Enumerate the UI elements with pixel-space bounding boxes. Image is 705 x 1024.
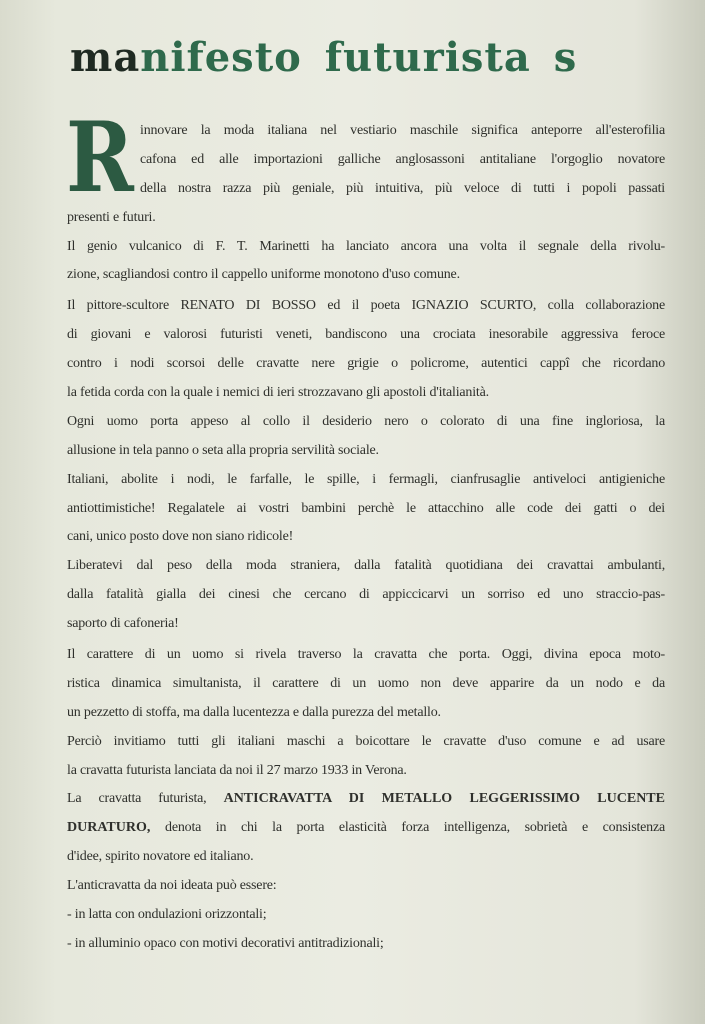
text-line: L'anticravatta da noi ideata può essere:	[67, 878, 277, 894]
text-line: ristica dinamica simultanista, il carattere di un uomo non deve apparire da un nodo e da	[67, 675, 665, 691]
text-line: saporto di cafoneria!	[67, 616, 179, 632]
text-line: Il pittore-scultore RENATO DI BOSSO ed il poeta IGNAZIO SCURTO, colla collaborazione	[67, 298, 665, 314]
manifesto-title	[70, 34, 700, 81]
text-line: dalla fatalità gialla dei cinesi che cercano di appiccicarvi un sorriso ed uno straccio-pas-	[67, 587, 665, 603]
title-rest: nifesto futurista s	[140, 34, 578, 81]
text-line: presenti e futuri.	[67, 209, 156, 225]
text-line: antiottimistiche! Regalatele ai vostri bambini perchè le attacchino alle code dei gatti o dei	[67, 500, 665, 516]
text-line: Italiani, abolite i nodi, le farfalle, le spille, i fermagli, cianfrusaglie antiveloci antigieniche	[67, 471, 665, 487]
text-line: la fetida corda con la quale i nemici di ieri strozzavano gli apostoli d'italianità.	[67, 385, 489, 401]
text-line: un pezzetto di stoffa, ma dalla lucentezza e dalla purezza del metallo.	[67, 704, 441, 720]
text-line	[67, 814, 665, 843]
drop-cap: R	[66, 101, 134, 214]
text-line: Perciò invitiamo tutti gli italiani maschi a boicottare le cravatte d'uso comune e ad usare	[67, 733, 665, 749]
text-line: della nostra razza più geniale, più intuitiva, più veloce di tutti i popoli passati	[140, 180, 665, 196]
text-line: cafona ed alle importazioni galliche anglosassoni antitaliane l'orgoglio novatore	[140, 151, 665, 167]
text-line: Il genio vulcanico di F. T. Marinetti ha lanciato ancora una volta il segnale della rivolu-	[67, 238, 665, 254]
manifesto-body	[67, 117, 665, 959]
list-item: - in latta con ondulazioni orizzontali;	[67, 907, 267, 923]
text-line: cani, unico posto dove non siano ridicole!	[67, 529, 294, 545]
text-line: d'idee, spirito novatore ed italiano.	[67, 849, 254, 865]
text-normal: La cravatta futurista,	[67, 791, 207, 807]
text-line: di giovani e valorosi futuristi veneti, bandiscono una crociata inesorabile aggressiva feroce	[67, 327, 665, 343]
text-normal: denota in chi la porta elasticità forza intelligenza, sobrietà e consistenza	[165, 820, 665, 836]
text-bold: ANTICRAVATTA DI METALLO LEGGERISSIMO LUCENTE	[223, 791, 665, 807]
text-line	[67, 785, 665, 814]
title-start: ma	[70, 34, 141, 81]
list-item: - in alluminio opaco con motivi decorativi antitradizionali;	[67, 935, 384, 951]
text-line: Il carattere di un uomo si rivela traverso la cravatta che porta. Oggi, divina epoca moto-	[67, 647, 665, 663]
text-line: Liberatevi dal peso della moda straniera, dalla fatalità quotidiana dei cravattai ambulanti,	[67, 558, 665, 574]
text-bold: DURATURO,	[67, 820, 151, 836]
text-line: allusione in tela panno o seta alla propria servilità sociale.	[67, 442, 379, 458]
text-line: Ogni uomo porta appeso al collo il desiderio nero o colorato di una fine ingloriosa, la	[67, 413, 665, 429]
text-line: innovare la moda italiana nel vestiario maschile significa anteporre all'esterofilia	[140, 123, 665, 138]
text-line: contro i nodi scorsoi delle cravatte nere grigie o policrome, autentici cappî che ricordano	[67, 356, 665, 372]
text-line: la cravatta futurista lanciata da noi il 27 marzo 1933 in Verona.	[67, 762, 407, 778]
text-line: zione, scagliandosi contro il cappello uniforme monotono d'uso comune.	[67, 267, 460, 283]
